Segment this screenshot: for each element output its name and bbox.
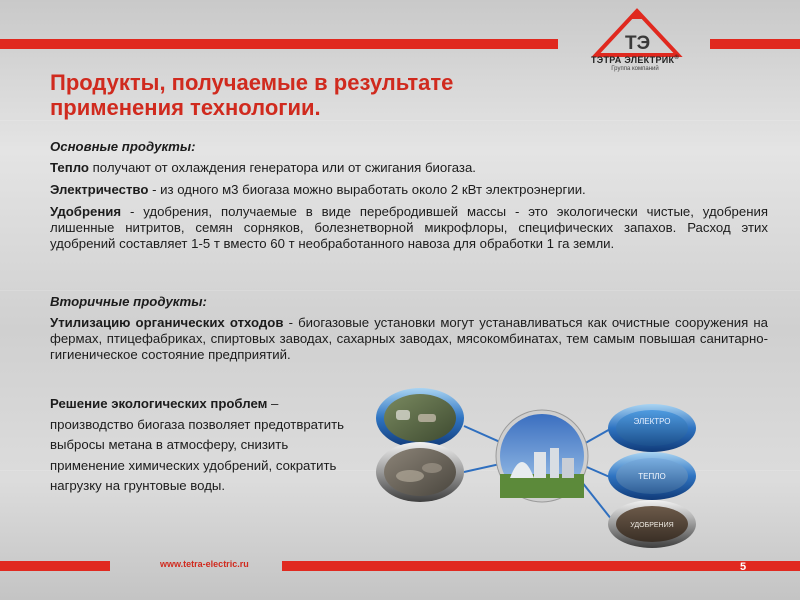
heat-description: получают от охлаждения генератора или от сжигания биогаза. <box>88 160 476 175</box>
svg-text:ТЭ: ТЭ <box>625 33 651 54</box>
logo-company-name: ТЭТРА ЭЛЕКТРИК® <box>590 55 680 65</box>
ecology-term: Решение экологических проблем <box>50 396 268 411</box>
top-left-accent-bar <box>0 39 558 49</box>
electricity-description: - из одного м3 биогаза можно выработать около 2 кВт электроэнергии. <box>148 182 586 197</box>
output-ring-heat <box>608 452 696 500</box>
output-ring-fertilizer <box>608 500 696 548</box>
biogas-plant-image <box>496 410 588 502</box>
page-title: Продукты, получаемые в результате применения технологии. <box>50 70 454 120</box>
biogas-diagram <box>370 388 700 550</box>
heat-term: Тепло <box>50 160 89 175</box>
bottom-right-accent-bar <box>282 561 800 571</box>
fertilizer-paragraph <box>50 204 768 252</box>
top-right-accent-bar <box>710 39 800 49</box>
electricity-term: Электричество <box>50 182 149 197</box>
main-products-label: Основные продукты: <box>50 139 196 154</box>
fertilizer-term: Удобрения <box>50 204 122 219</box>
logo-triangle-icon <box>582 8 692 58</box>
waste-paragraph <box>50 315 768 363</box>
waste-description: - биогазовые установки могут устанавливаться как очистные сооружения на фермах, птицефабриках, спиртовых заводах, сахарных заводах, мясокомбинатах, тем самым повышая санитарно-гигиеническое состояние предприятий. <box>50 315 768 362</box>
heat-paragraph <box>50 160 768 176</box>
ecology-paragraph <box>50 394 360 497</box>
heat-label: ТЕПЛО <box>638 472 666 481</box>
fertilizer-label: УДОБРЕНИЯ <box>630 522 674 529</box>
background-stripe <box>0 120 800 121</box>
input-ring-waste <box>376 442 464 502</box>
footer-website-link[interactable]: www.tetra-electric.ru <box>160 559 249 569</box>
background-stripe <box>0 290 800 291</box>
page-number: 5 <box>740 561 747 573</box>
logo-subtitle: Группа компаний <box>611 66 659 72</box>
input-ring-animals <box>376 388 464 448</box>
bottom-left-accent-bar <box>0 561 110 571</box>
fertilizer-description: - удобрения, получаемые в виде перебродившей массы - это экологически чистые, удобрения лишенные нитритов, семян сорняков, болезнетворной микрофлоры, специфических запахов. Расход этих удобрений составляет 1-5 т вместо 60 т необработанного навоза для обработки 1 га земли. <box>50 204 768 251</box>
waste-term: Утилизацию органических отходов <box>50 315 284 330</box>
ecology-description: – производство биогаза позволяет предотвратить выбросы метана в атмосферу, снизить применение химических удобрений, сократить нагрузку на грунтовые воды. <box>50 396 345 493</box>
electricity-label: ЭЛЕКТРО <box>633 417 671 426</box>
company-logo <box>582 8 692 88</box>
secondary-products-label: Вторичные продукты: <box>50 294 207 309</box>
output-ring-electricity <box>608 404 696 452</box>
electricity-paragraph <box>50 182 768 198</box>
